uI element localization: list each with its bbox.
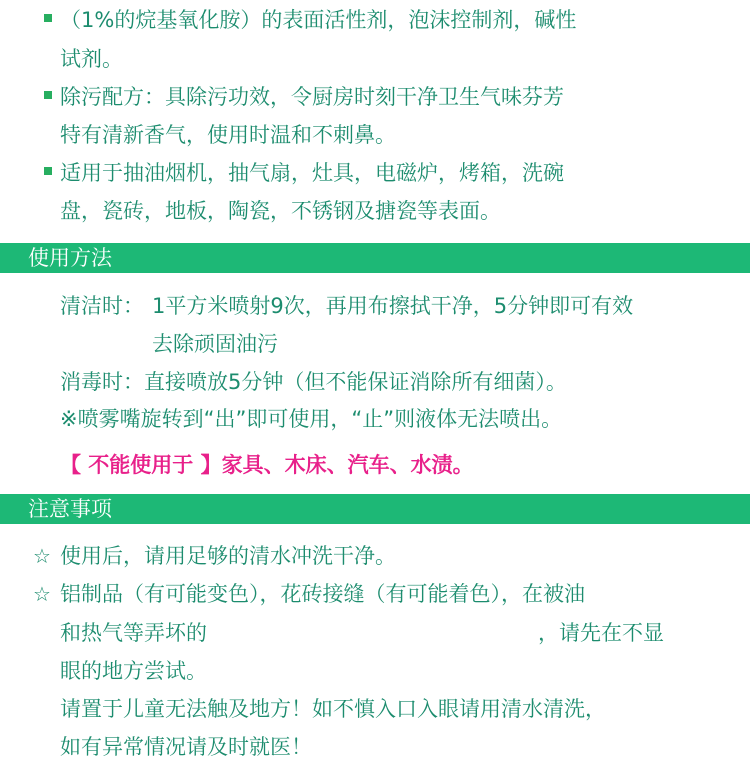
feature-1-line-1: （1%的烷基氧化胺）的表面活性剂，泡沫控制剂，碱性 [60, 8, 577, 32]
star-icon: ☆ [33, 582, 51, 606]
star-icon: ☆ [33, 544, 51, 568]
feature-1-line-2: 试剂。 [60, 47, 123, 71]
note-1: 使用后，请用足够的清水冲洗干净。 [60, 544, 396, 568]
nozzle-note: ※喷雾嘴旋转到“出”即可使用，“止”则液体无法喷出。 [60, 407, 563, 431]
warning-items: 家具、木床、汽车、水渍。 [221, 453, 474, 477]
feature-3-line-1: 适用于抽油烟机，抽气扇，灶具，电磁炉，烤箱，洗碗 [60, 161, 564, 185]
note-2-line-2b: ，请先在不显 [538, 621, 664, 645]
warning-prefix: 【 不能使用于 】 [60, 453, 222, 477]
note-2-line-2a: 和热气等弄坏的 [60, 621, 207, 645]
feature-2-line-2: 特有清新香气，使用时温和不刺鼻。 [60, 123, 396, 147]
note-2-line-3: 眼的地方尝试。 [60, 659, 207, 683]
clean-line-2: 去除顽固油污 [152, 332, 278, 356]
bullet-square-icon [44, 167, 52, 175]
feature-2-line-1: 除污配方：具除污功效，令厨房时刻干净卫生气味芬芳 [60, 85, 564, 109]
bullet-square-icon [44, 14, 52, 22]
notes-section-header [0, 494, 750, 524]
bullet-square-icon [44, 91, 52, 99]
feature-3-line-2: 盘，瓷砖，地板，陶瓷，不锈钢及搪瓷等表面。 [60, 199, 501, 223]
clean-line-1: 1平方米喷射9次，再用布擦拭干净，5分钟即可有效 [152, 294, 634, 318]
clean-label: 清洁时： [60, 294, 144, 318]
usage-section-header [0, 243, 750, 273]
warning-line [60, 452, 474, 478]
note-3: 请置于儿童无法触及地方！如不慎入口入眼请用清水清洗， [60, 697, 606, 721]
usage-section-title: 使用方法 [28, 246, 112, 270]
disinfect-line: 消毒时：直接喷放5分钟（但不能保证消除所有细菌）。 [60, 370, 567, 394]
note-2-line-1: 铝制品（有可能变色），花砖接缝（有可能着色），在被油 [60, 582, 585, 606]
notes-section-title: 注意事项 [28, 497, 112, 521]
note-4: 如有异常情况请及时就医！ [60, 735, 312, 759]
